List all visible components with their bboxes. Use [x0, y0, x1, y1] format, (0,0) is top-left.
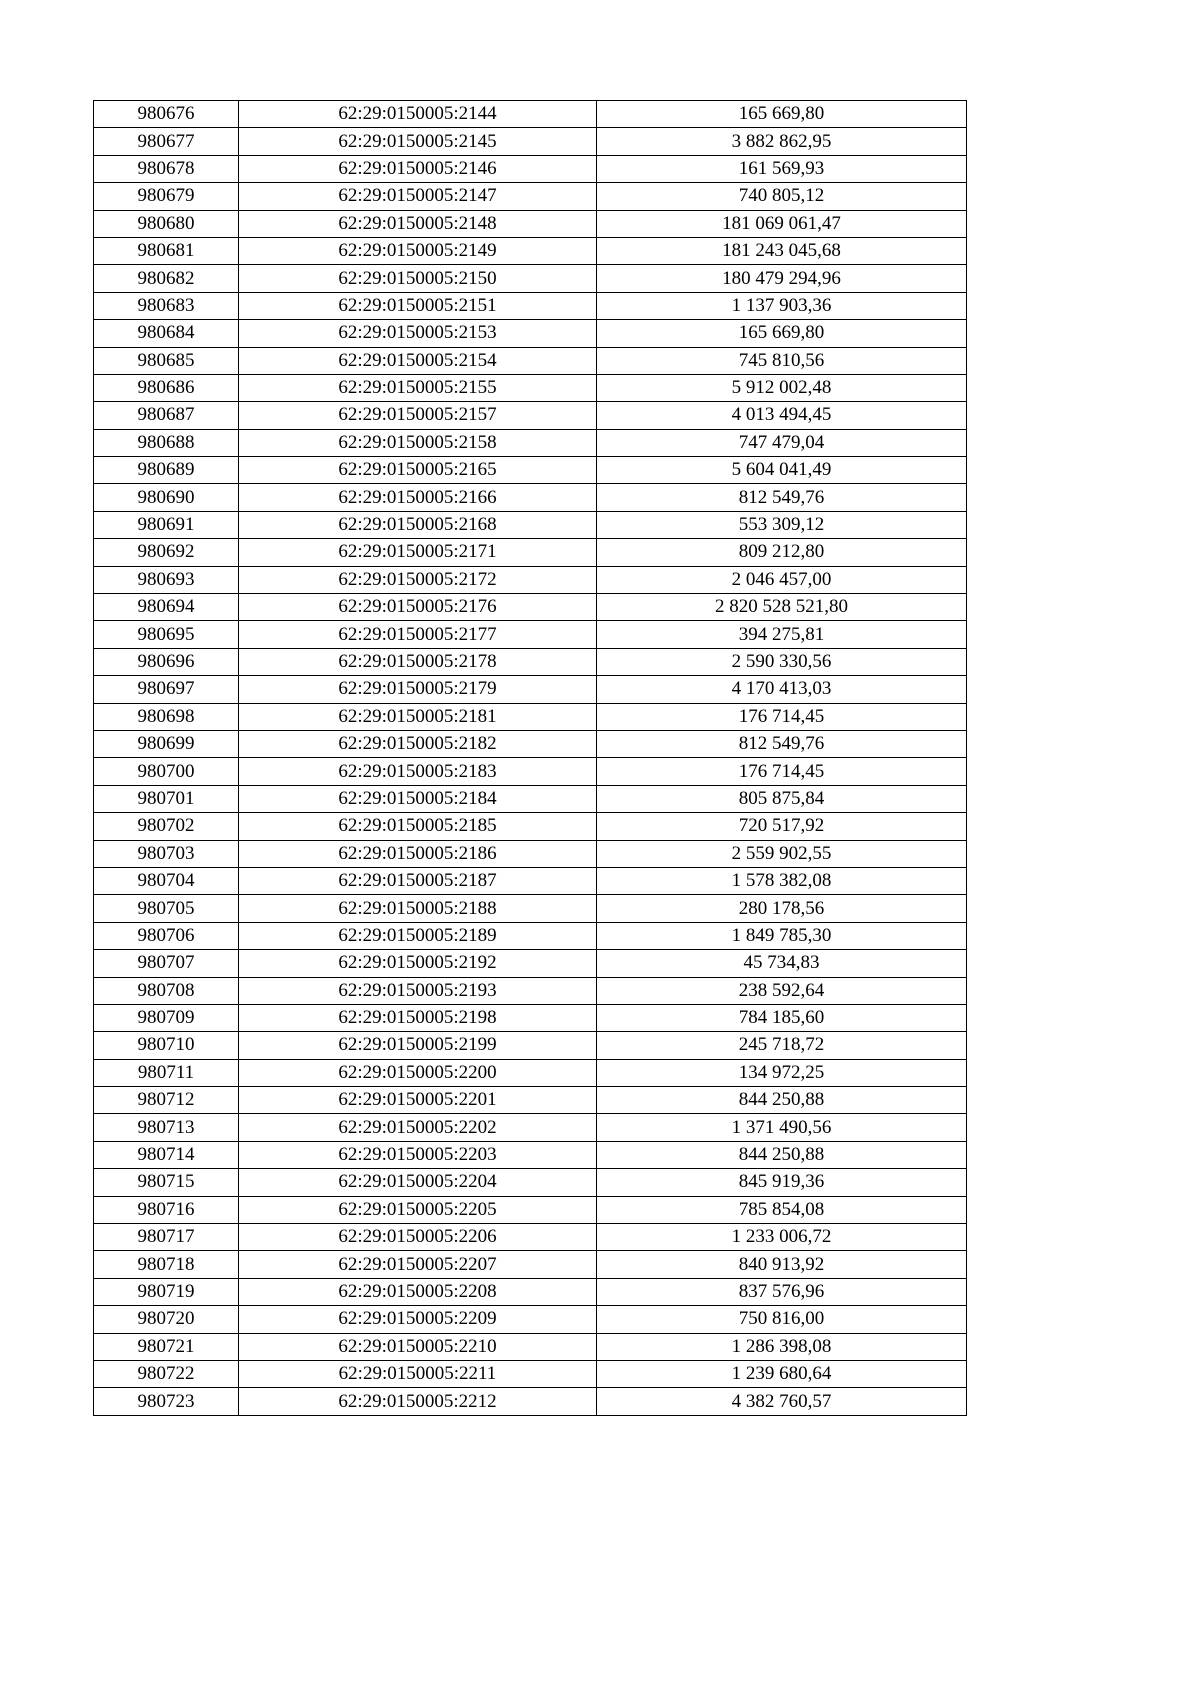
value-cell: 1 371 490,56 — [597, 1114, 967, 1141]
value-cell: 1 233 006,72 — [597, 1224, 967, 1251]
value-cell: 784 185,60 — [597, 1004, 967, 1031]
table-row — [94, 867, 967, 894]
row-number-cell: 980713 — [94, 1114, 239, 1141]
value-cell: 1 578 382,08 — [597, 867, 967, 894]
table-row — [94, 155, 967, 182]
value-cell: 4 382 760,57 — [597, 1388, 967, 1415]
table-row — [94, 1278, 967, 1305]
value-cell: 165 669,80 — [597, 320, 967, 347]
cadastral-number-cell: 62:29:0150005:2211 — [239, 1360, 597, 1387]
table-row — [94, 1114, 967, 1141]
table-row — [94, 320, 967, 347]
row-number-cell: 980696 — [94, 648, 239, 675]
row-number-cell: 980722 — [94, 1360, 239, 1387]
row-number-cell: 980701 — [94, 785, 239, 812]
table-row — [94, 347, 967, 374]
row-number-cell: 980689 — [94, 457, 239, 484]
cadastral-number-cell: 62:29:0150005:2179 — [239, 676, 597, 703]
row-number-cell: 980683 — [94, 292, 239, 319]
value-cell: 840 913,92 — [597, 1251, 967, 1278]
value-cell: 844 250,88 — [597, 1141, 967, 1168]
row-number-cell: 980697 — [94, 676, 239, 703]
value-cell: 1 137 903,36 — [597, 292, 967, 319]
row-number-cell: 980708 — [94, 977, 239, 1004]
cadastral-number-cell: 62:29:0150005:2157 — [239, 402, 597, 429]
table-row — [94, 922, 967, 949]
value-cell: 747 479,04 — [597, 429, 967, 456]
value-cell: 2 046 457,00 — [597, 566, 967, 593]
value-cell: 812 549,76 — [597, 484, 967, 511]
cadastral-number-cell: 62:29:0150005:2151 — [239, 292, 597, 319]
cadastral-number-cell: 62:29:0150005:2177 — [239, 621, 597, 648]
row-number-cell: 980691 — [94, 511, 239, 538]
table-row — [94, 1360, 967, 1387]
value-cell: 181 069 061,47 — [597, 210, 967, 237]
cadastral-number-cell: 62:29:0150005:2145 — [239, 128, 597, 155]
cadastral-number-cell: 62:29:0150005:2153 — [239, 320, 597, 347]
cadastral-number-cell: 62:29:0150005:2199 — [239, 1032, 597, 1059]
row-number-cell: 980709 — [94, 1004, 239, 1031]
row-number-cell: 980687 — [94, 402, 239, 429]
cadastral-number-cell: 62:29:0150005:2176 — [239, 594, 597, 621]
cadastral-number-cell: 62:29:0150005:2200 — [239, 1059, 597, 1086]
cadastral-number-cell: 62:29:0150005:2201 — [239, 1087, 597, 1114]
cadastral-number-cell: 62:29:0150005:2208 — [239, 1278, 597, 1305]
value-cell: 45 734,83 — [597, 950, 967, 977]
cadastral-number-cell: 62:29:0150005:2203 — [239, 1141, 597, 1168]
table-row — [94, 1333, 967, 1360]
value-cell: 134 972,25 — [597, 1059, 967, 1086]
table-row — [94, 594, 967, 621]
table-row — [94, 621, 967, 648]
table-row — [94, 1087, 967, 1114]
table-row — [94, 539, 967, 566]
row-number-cell: 980692 — [94, 539, 239, 566]
value-cell: 745 810,56 — [597, 347, 967, 374]
table-row — [94, 265, 967, 292]
value-cell: 280 178,56 — [597, 895, 967, 922]
table-row — [94, 1032, 967, 1059]
value-cell: 238 592,64 — [597, 977, 967, 1004]
row-number-cell: 980704 — [94, 867, 239, 894]
value-cell: 176 714,45 — [597, 703, 967, 730]
row-number-cell: 980684 — [94, 320, 239, 347]
row-number-cell: 980694 — [94, 594, 239, 621]
row-number-cell: 980712 — [94, 1087, 239, 1114]
cadastral-number-cell: 62:29:0150005:2154 — [239, 347, 597, 374]
table-row — [94, 1196, 967, 1223]
row-number-cell: 980698 — [94, 703, 239, 730]
value-cell: 844 250,88 — [597, 1087, 967, 1114]
value-cell: 161 569,93 — [597, 155, 967, 182]
table-row — [94, 785, 967, 812]
row-number-cell: 980699 — [94, 730, 239, 757]
cadastral-number-cell: 62:29:0150005:2193 — [239, 977, 597, 1004]
row-number-cell: 980714 — [94, 1141, 239, 1168]
cadastral-number-cell: 62:29:0150005:2166 — [239, 484, 597, 511]
value-cell: 3 882 862,95 — [597, 128, 967, 155]
table-row — [94, 950, 967, 977]
row-number-cell: 980715 — [94, 1169, 239, 1196]
cadastral-number-cell: 62:29:0150005:2202 — [239, 1114, 597, 1141]
table-row — [94, 1004, 967, 1031]
row-number-cell: 980717 — [94, 1224, 239, 1251]
cadastral-number-cell: 62:29:0150005:2183 — [239, 758, 597, 785]
cadastral-number-cell: 62:29:0150005:2146 — [239, 155, 597, 182]
table-row — [94, 183, 967, 210]
cadastral-number-cell: 62:29:0150005:2185 — [239, 813, 597, 840]
table-row — [94, 676, 967, 703]
value-cell: 1 239 680,64 — [597, 1360, 967, 1387]
cadastral-number-cell: 62:29:0150005:2198 — [239, 1004, 597, 1031]
cadastral-number-cell: 62:29:0150005:2150 — [239, 265, 597, 292]
table-row — [94, 977, 967, 1004]
table-row — [94, 374, 967, 401]
cadastral-number-cell: 62:29:0150005:2209 — [239, 1306, 597, 1333]
row-number-cell: 980680 — [94, 210, 239, 237]
cadastral-value-table — [93, 100, 967, 1416]
table-row — [94, 1251, 967, 1278]
row-number-cell: 980676 — [94, 101, 239, 128]
value-cell: 180 479 294,96 — [597, 265, 967, 292]
table-row — [94, 237, 967, 264]
row-number-cell: 980703 — [94, 840, 239, 867]
table-row — [94, 703, 967, 730]
table-row — [94, 813, 967, 840]
cadastral-number-cell: 62:29:0150005:2172 — [239, 566, 597, 593]
row-number-cell: 980716 — [94, 1196, 239, 1223]
row-number-cell: 980685 — [94, 347, 239, 374]
row-number-cell: 980690 — [94, 484, 239, 511]
value-cell: 5 604 041,49 — [597, 457, 967, 484]
row-number-cell: 980682 — [94, 265, 239, 292]
value-cell: 845 919,36 — [597, 1169, 967, 1196]
row-number-cell: 980720 — [94, 1306, 239, 1333]
cadastral-number-cell: 62:29:0150005:2155 — [239, 374, 597, 401]
row-number-cell: 980705 — [94, 895, 239, 922]
cadastral-number-cell: 62:29:0150005:2205 — [239, 1196, 597, 1223]
value-cell: 812 549,76 — [597, 730, 967, 757]
value-cell: 245 718,72 — [597, 1032, 967, 1059]
row-number-cell: 980700 — [94, 758, 239, 785]
table-row — [94, 648, 967, 675]
table-row — [94, 429, 967, 456]
cadastral-number-cell: 62:29:0150005:2144 — [239, 101, 597, 128]
value-cell: 750 816,00 — [597, 1306, 967, 1333]
cadastral-number-cell: 62:29:0150005:2168 — [239, 511, 597, 538]
cadastral-number-cell: 62:29:0150005:2182 — [239, 730, 597, 757]
value-cell: 2 820 528 521,80 — [597, 594, 967, 621]
table-row — [94, 1169, 967, 1196]
value-cell: 785 854,08 — [597, 1196, 967, 1223]
cadastral-number-cell: 62:29:0150005:2178 — [239, 648, 597, 675]
value-cell: 165 669,80 — [597, 101, 967, 128]
table-row — [94, 758, 967, 785]
row-number-cell: 980702 — [94, 813, 239, 840]
value-cell: 837 576,96 — [597, 1278, 967, 1305]
table-row — [94, 457, 967, 484]
value-cell: 5 912 002,48 — [597, 374, 967, 401]
table-row — [94, 1224, 967, 1251]
cadastral-number-cell: 62:29:0150005:2210 — [239, 1333, 597, 1360]
cadastral-number-cell: 62:29:0150005:2171 — [239, 539, 597, 566]
row-number-cell: 980695 — [94, 621, 239, 648]
value-cell: 4 013 494,45 — [597, 402, 967, 429]
row-number-cell: 980688 — [94, 429, 239, 456]
cadastral-number-cell: 62:29:0150005:2165 — [239, 457, 597, 484]
table-row — [94, 840, 967, 867]
value-cell: 2 590 330,56 — [597, 648, 967, 675]
value-cell: 2 559 902,55 — [597, 840, 967, 867]
cadastral-number-cell: 62:29:0150005:2207 — [239, 1251, 597, 1278]
row-number-cell: 980686 — [94, 374, 239, 401]
table-row — [94, 730, 967, 757]
row-number-cell: 980681 — [94, 237, 239, 264]
table-row — [94, 402, 967, 429]
value-cell: 809 212,80 — [597, 539, 967, 566]
cadastral-number-cell: 62:29:0150005:2212 — [239, 1388, 597, 1415]
cadastral-number-cell: 62:29:0150005:2204 — [239, 1169, 597, 1196]
value-cell: 740 805,12 — [597, 183, 967, 210]
value-cell: 720 517,92 — [597, 813, 967, 840]
table-row — [94, 1388, 967, 1415]
cadastral-number-cell: 62:29:0150005:2188 — [239, 895, 597, 922]
value-cell: 394 275,81 — [597, 621, 967, 648]
table-row — [94, 566, 967, 593]
row-number-cell: 980677 — [94, 128, 239, 155]
table-row — [94, 484, 967, 511]
row-number-cell: 980710 — [94, 1032, 239, 1059]
table-row — [94, 1306, 967, 1333]
cadastral-number-cell: 62:29:0150005:2206 — [239, 1224, 597, 1251]
row-number-cell: 980721 — [94, 1333, 239, 1360]
cadastral-number-cell: 62:29:0150005:2148 — [239, 210, 597, 237]
row-number-cell: 980679 — [94, 183, 239, 210]
value-cell: 1 286 398,08 — [597, 1333, 967, 1360]
row-number-cell: 980706 — [94, 922, 239, 949]
table-row — [94, 895, 967, 922]
cadastral-number-cell: 62:29:0150005:2184 — [239, 785, 597, 812]
cadastral-number-cell: 62:29:0150005:2149 — [239, 237, 597, 264]
table-row — [94, 101, 967, 128]
cadastral-number-cell: 62:29:0150005:2147 — [239, 183, 597, 210]
value-cell: 176 714,45 — [597, 758, 967, 785]
table-row — [94, 210, 967, 237]
cadastral-number-cell: 62:29:0150005:2192 — [239, 950, 597, 977]
value-cell: 1 849 785,30 — [597, 922, 967, 949]
cadastral-number-cell: 62:29:0150005:2158 — [239, 429, 597, 456]
row-number-cell: 980718 — [94, 1251, 239, 1278]
row-number-cell: 980711 — [94, 1059, 239, 1086]
cadastral-number-cell: 62:29:0150005:2189 — [239, 922, 597, 949]
row-number-cell: 980723 — [94, 1388, 239, 1415]
cadastral-number-cell: 62:29:0150005:2187 — [239, 867, 597, 894]
row-number-cell: 980707 — [94, 950, 239, 977]
table-row — [94, 511, 967, 538]
table-row — [94, 1141, 967, 1168]
value-cell: 553 309,12 — [597, 511, 967, 538]
cadastral-number-cell: 62:29:0150005:2181 — [239, 703, 597, 730]
cadastral-number-cell: 62:29:0150005:2186 — [239, 840, 597, 867]
table-row — [94, 292, 967, 319]
value-cell: 805 875,84 — [597, 785, 967, 812]
value-cell: 4 170 413,03 — [597, 676, 967, 703]
table-body — [94, 101, 967, 1416]
table-row — [94, 1059, 967, 1086]
value-cell: 181 243 045,68 — [597, 237, 967, 264]
row-number-cell: 980693 — [94, 566, 239, 593]
row-number-cell: 980719 — [94, 1278, 239, 1305]
row-number-cell: 980678 — [94, 155, 239, 182]
table-row — [94, 128, 967, 155]
